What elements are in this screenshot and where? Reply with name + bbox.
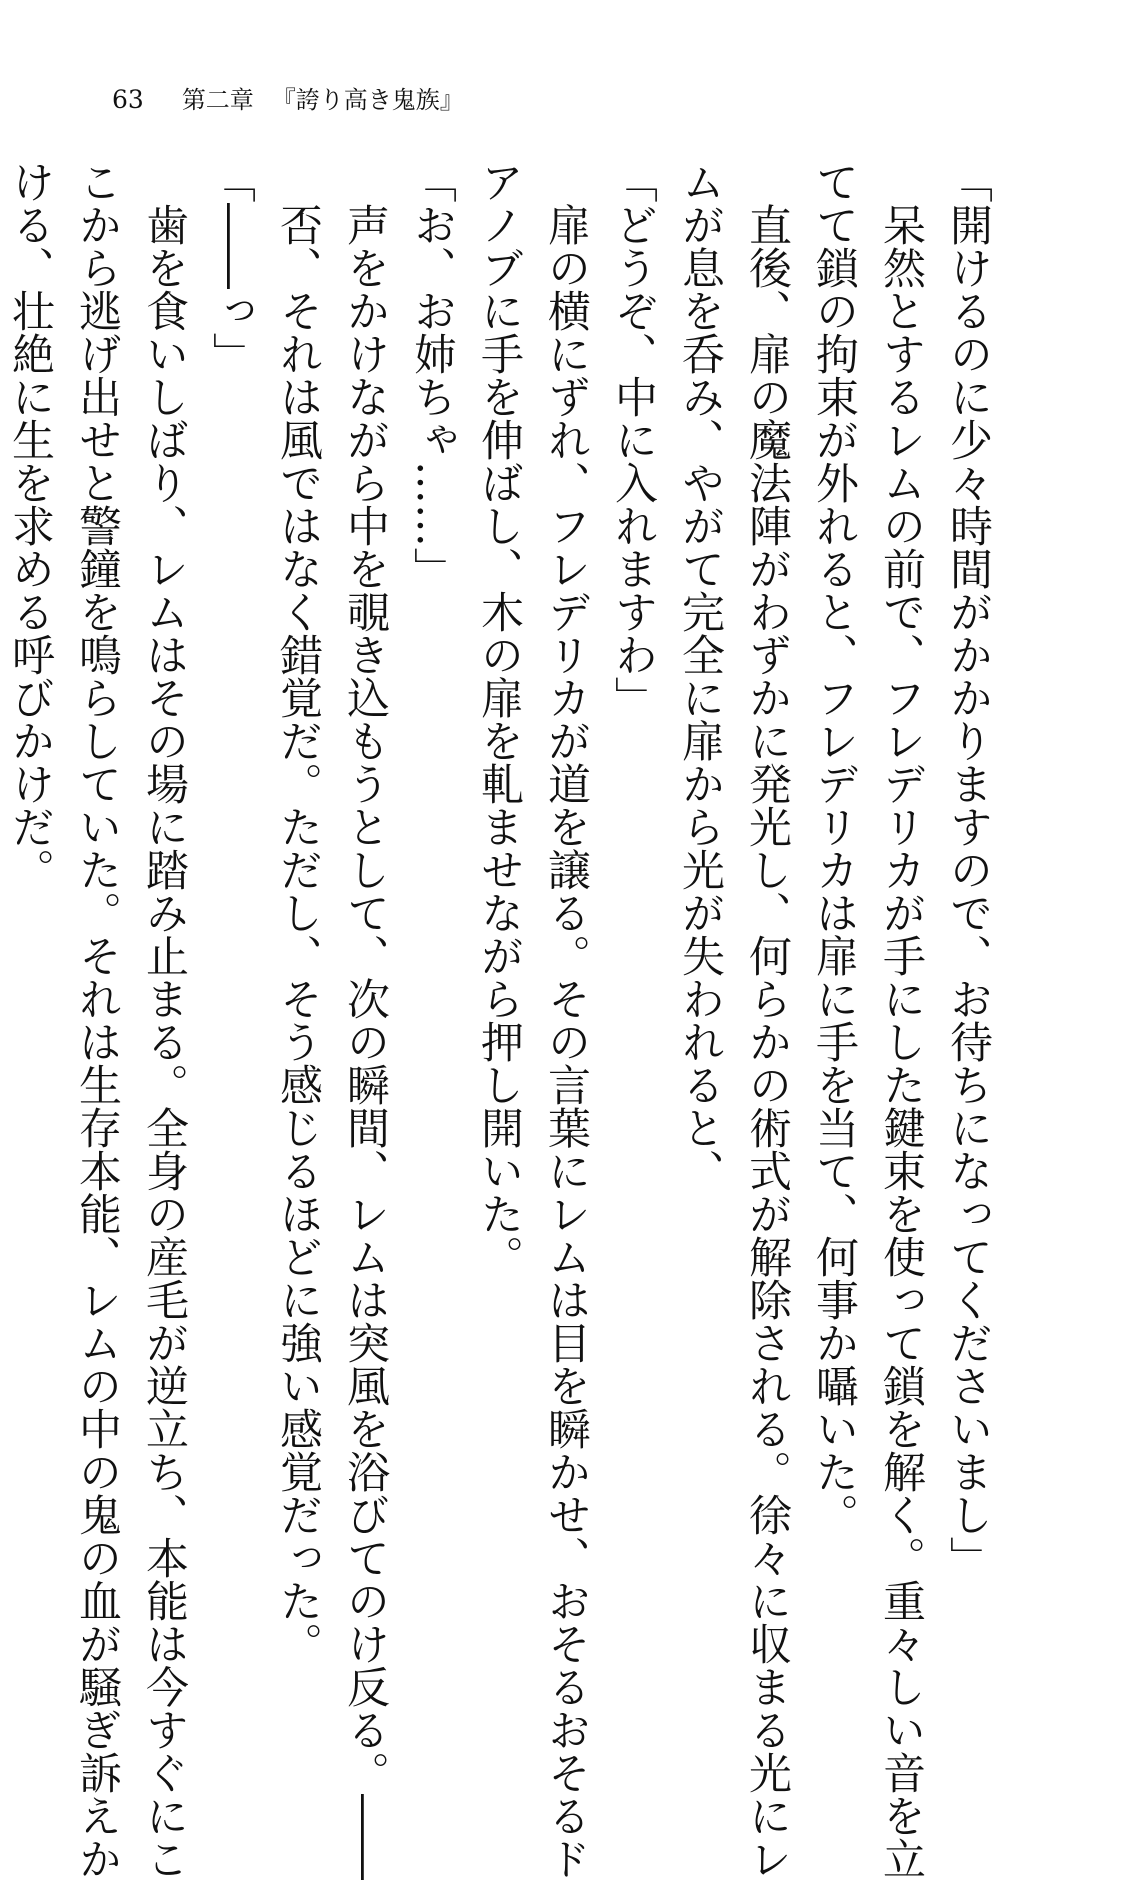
text-line: てて鎖の拘束が外れると、フレデリカは扉に手を当て、何事か囁いた。 [809,160,859,1536]
text-line: アノブに手を伸ばし、木の扉を軋ませながら押し開いた。 [474,160,524,1278]
text-line: こから逃げ出せと警鐘を鳴らしていた。それは生存本能、レムの中の鬼の血が騒ぎ訴えか [72,160,122,1880]
text-line: 否、それは風ではなく錯覚だ。ただし、そう感じるほどに強い感覚だった。 [273,160,323,1665]
running-header [112,80,464,120]
text-line: 扉の横にずれ、フレデリカが道を譲る。その言葉にレムは目を瞬かせ、おそるおそるド [541,160,591,1880]
text-line: 「どうぞ、中に入れますわ」 [608,160,658,719]
text-line: ムが息を呑み、やがて完全に扉から光が失われると、 [675,160,725,1192]
text-line: 「――っ」 [206,160,256,375]
text-line: 呆然とするレムの前で、フレデリカが手にした鍵束を使って鎖を解く。重々しい音を立 [876,160,926,1880]
text-line: 歯を食いしばり、レムはその場に踏み止まる。全身の産毛が逆立ち、本能は今すぐにこ [139,160,189,1880]
text-line: 「お、お姉ちゃ……」 [407,160,457,590]
chapter-label: 第二章 [181,86,254,114]
text-line: ける、壮絶に生を求める呼びかけだ。 [5,160,55,891]
vertical-body-text [0,160,1001,1880]
chapter-title: 『誇り高き鬼族』 [271,86,464,114]
text-line: 直後、扉の魔法陣がわずかに発光し、何らかの術式が解除される。徐々に収まる光にレ [742,160,792,1880]
text-line: 声をかけながら中を覗き込もうとして、次の瞬間、レムは突風を浴びてのけ反る。―― [340,160,390,1880]
text-line: 「開けるのに少々時間がかかりますので、お待ちになってくださいまし」 [943,160,993,1579]
page-number: 63 [112,85,144,114]
